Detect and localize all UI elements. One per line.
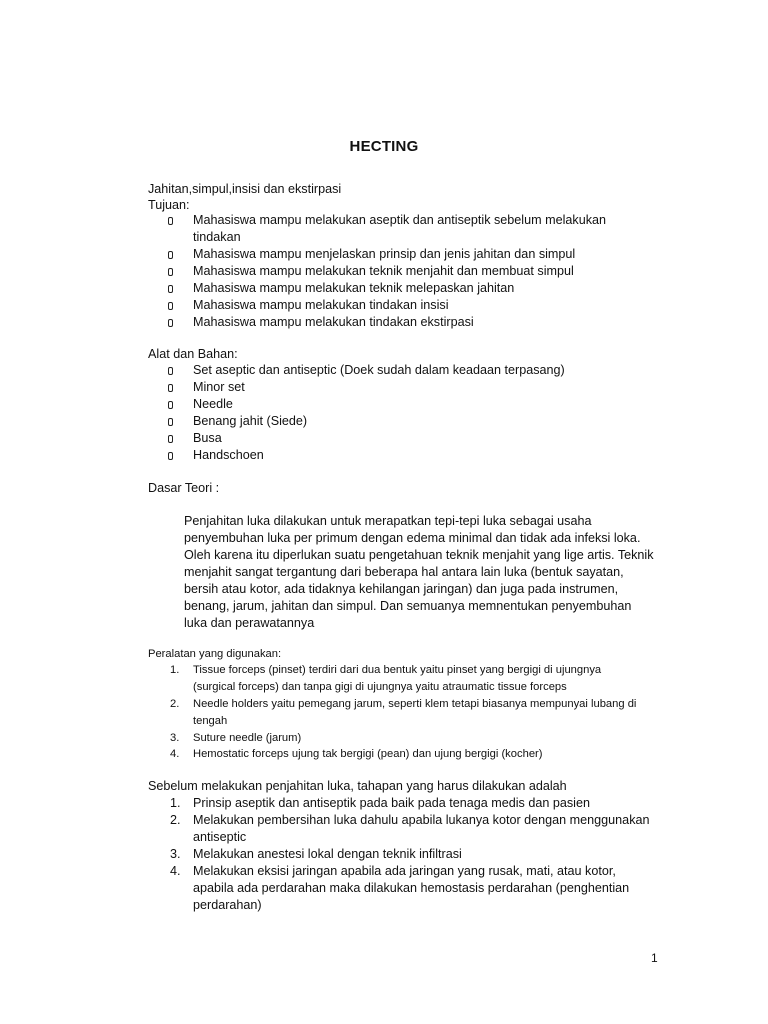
peralatan-item-4: Hemostatic forceps ujung tak bergigi (pean) dan ujung bergigi (kocher) xyxy=(193,748,543,760)
peralatan-item-1: Tissue forceps (pinset) terdiri dari dua bentuk yaitu pinset yang bergigi di ujungnya xyxy=(193,664,602,676)
peralatan-item-2: Needle holders yaitu pemegang jarum, seperti klem tetapi biasanya mempunyai lubang di xyxy=(193,698,637,710)
dasar-line-6: benang, jarum, jahitan dan simpul. Dan semuanya memnentukan penyembuhan xyxy=(184,599,632,613)
subtitle: Jahitan,simpul,insisi dan ekstirpasi xyxy=(148,182,342,196)
peralatan-heading: Peralatan yang digunakan: xyxy=(148,648,282,660)
dasar-line-1: Penjahitan luka dilakukan untuk merapatkan tepi-tepi luka sebagai usaha xyxy=(184,514,592,528)
alat-heading: Alat dan Bahan: xyxy=(148,347,238,361)
dasar-line-5: bersih atau kotor, ada tidaknya kehilangan jaringan) dan juga pada instrumen, xyxy=(184,582,619,596)
sebelum-item-4: Melakukan eksisi jaringan apabila ada jaringan yang rusak, mati, atau kotor, xyxy=(193,864,616,878)
bullet-icon xyxy=(168,319,173,327)
page-title: HECTING xyxy=(349,138,419,155)
bullet-icon xyxy=(168,418,173,426)
alat-item-1: Set aseptic dan antiseptic (Doek sudah dalam keadaan terpasang) xyxy=(193,363,565,377)
bullet-icon xyxy=(168,217,173,225)
sebelum-item-2-cont: antiseptic xyxy=(193,830,247,844)
tujuan-item-1-cont: tindakan xyxy=(193,230,241,244)
sebelum-item-2: Melakukan pembersihan luka dahulu apabila lukanya kotor dengan menggunakan xyxy=(193,813,650,827)
dasar-heading: Dasar Teori : xyxy=(148,481,220,495)
list-number: 2. xyxy=(170,813,181,827)
tujuan-item-2: Mahasiswa mampu menjelaskan prinsip dan jenis jahitan dan simpul xyxy=(193,247,576,261)
page-number: 1 xyxy=(651,951,658,965)
peralatan-item-2-cont: tengah xyxy=(193,715,228,727)
list-number: 3. xyxy=(170,732,180,744)
bullet-icon xyxy=(168,401,173,409)
bullet-icon xyxy=(168,367,173,375)
alat-item-2: Minor set xyxy=(193,380,245,394)
dasar-line-2: penyembuhan luka per primum dengan edema minimal dan tidak ada infeksi loka. xyxy=(184,531,641,545)
list-number: 4. xyxy=(170,864,181,878)
bullet-icon xyxy=(168,384,173,392)
dasar-line-3: Oleh karena itu diperlukan suatu pengetahuan teknik menjahit yang lige artis. Teknik xyxy=(184,548,654,562)
tujuan-item-5: Mahasiswa mampu melakukan tindakan insisi xyxy=(193,298,449,312)
tujuan-item-6: Mahasiswa mampu melakukan tindakan ekstirpasi xyxy=(193,315,474,329)
bullet-icon xyxy=(168,302,173,310)
tujuan-item-3: Mahasiswa mampu melakukan teknik menjahit dan membuat simpul xyxy=(193,264,574,278)
list-number: 2. xyxy=(170,698,180,710)
sebelum-item-4-cont: apabila ada perdarahan maka dilakukan hemostasis perdarahan (penghentian xyxy=(193,881,630,895)
tujuan-item-1: Mahasiswa mampu melakukan aseptik dan antiseptik sebelum melakukan xyxy=(193,213,607,227)
sebelum-item-1: Prinsip aseptik dan antiseptik pada baik pada tenaga medis dan pasien xyxy=(193,796,590,810)
peralatan-item-3: Suture needle (jarum) xyxy=(193,732,302,744)
bullet-icon xyxy=(168,251,173,259)
bullet-icon xyxy=(168,435,173,443)
sebelum-item-3: Melakukan anestesi lokal dengan teknik infiltrasi xyxy=(193,847,462,861)
bullet-icon xyxy=(168,268,173,276)
alat-item-6: Handschoen xyxy=(193,448,264,462)
dasar-line-7: luka dan perawatannya xyxy=(184,616,315,630)
alat-item-3: Needle xyxy=(193,397,233,411)
alat-item-4: Benang jahit (Siede) xyxy=(193,414,308,428)
tujuan-item-4: Mahasiswa mampu melakukan teknik melepaskan jahitan xyxy=(193,281,515,295)
list-number: 4. xyxy=(170,748,180,760)
list-number: 1. xyxy=(170,664,180,676)
list-number: 1. xyxy=(170,796,181,810)
tujuan-heading: Tujuan: xyxy=(148,198,190,212)
bullet-icon xyxy=(168,285,173,293)
peralatan-item-1-cont: (surgical forceps) dan tanpa gigi di ujungnya yaitu atraumatic tissue forceps xyxy=(193,681,567,693)
dasar-line-4: menjahit sangat tergantung dari beberapa hal antara lain luka (bentuk sayatan, xyxy=(184,565,624,579)
list-number: 3. xyxy=(170,847,181,861)
bullet-icon xyxy=(168,452,173,460)
sebelum-heading: Sebelum melakukan penjahitan luka, tahapan yang harus dilakukan adalah xyxy=(148,779,567,793)
sebelum-item-4-cont2: perdarahan) xyxy=(193,898,262,912)
alat-item-5: Busa xyxy=(193,431,222,445)
